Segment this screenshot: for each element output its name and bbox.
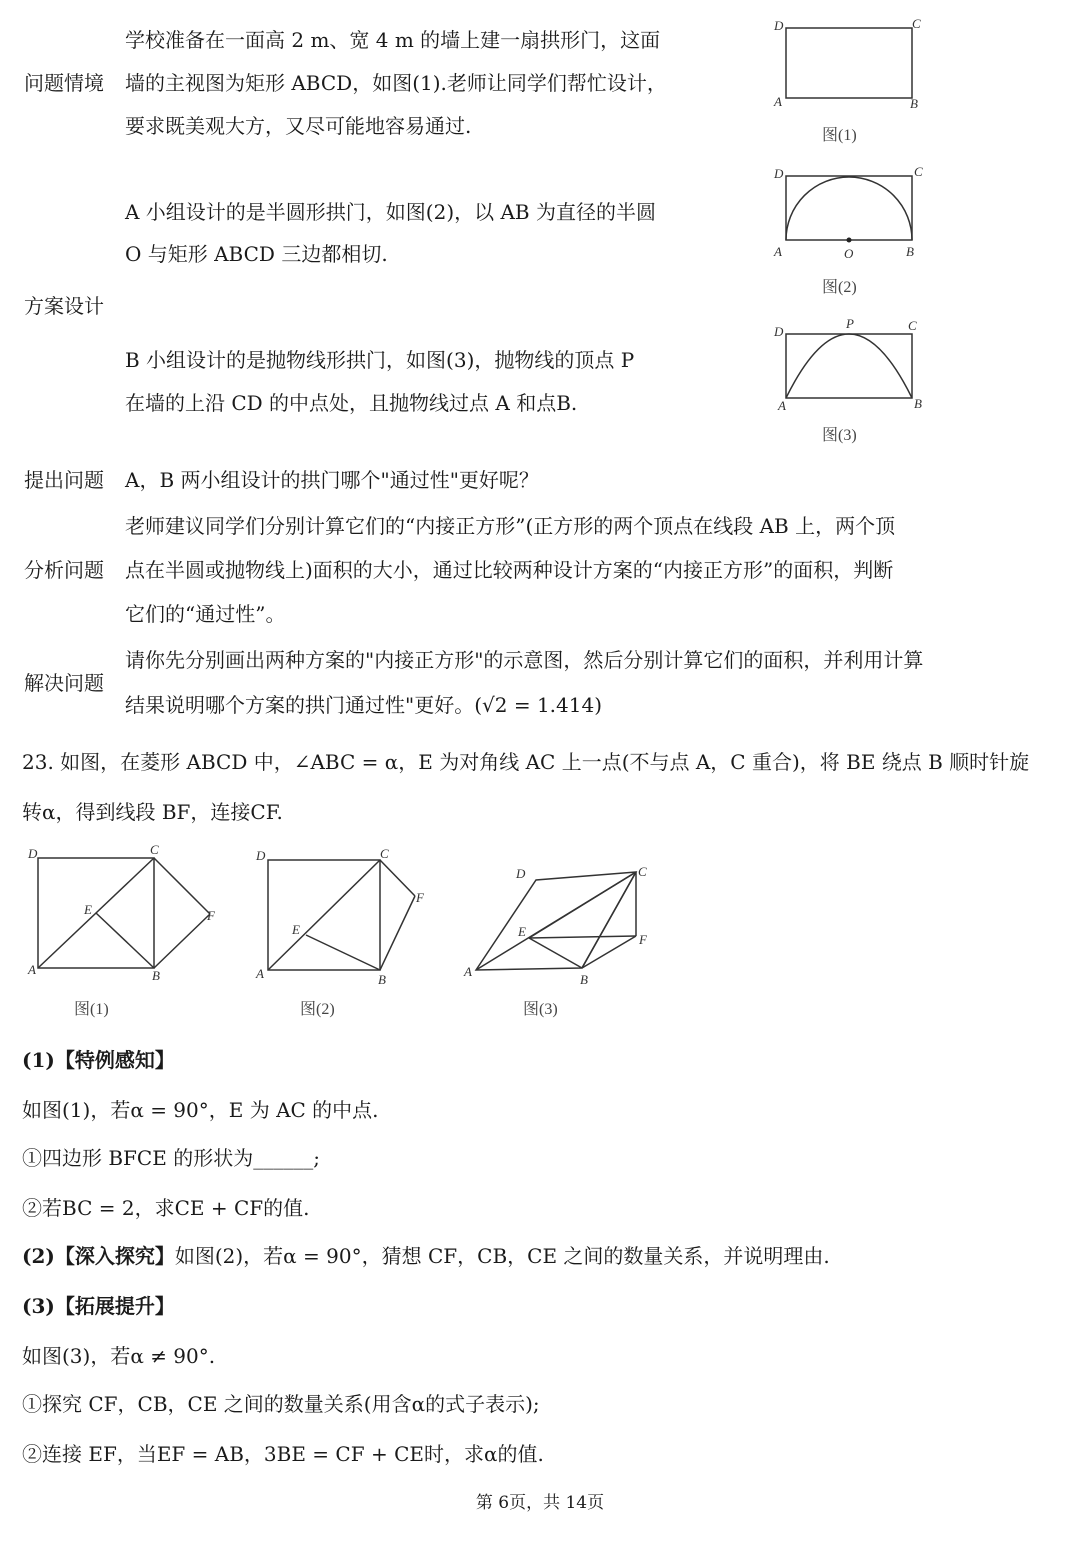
rhombus-figure-1 [24, 840, 224, 990]
label-a: A [28, 962, 36, 977]
design-b-line-1: B 小组设计的是抛物线形拱门，如图(3)，抛物线的顶点 P [125, 348, 635, 372]
wall-rectangle [786, 28, 912, 98]
analysis-line-2: 点在半圆或抛物线上)面积的大小，通过比较两种设计方案的“内接正方形”的面积，判断 [125, 558, 894, 582]
label-d: D [516, 866, 526, 881]
part-3-question-2: ②连接 EF，当EF = AB，3BE = CF + CE时，求α的值. [22, 1442, 544, 1466]
segment-bc [582, 872, 636, 968]
part-1-question-1: ①四边形 BFCE 的形状为______; [22, 1146, 320, 1170]
label-c: C [380, 846, 389, 861]
part-2 [22, 1240, 830, 1269]
label-f: F [207, 908, 215, 923]
label-b: B [378, 972, 386, 987]
diagonal-ac [268, 860, 380, 970]
label-b: B [906, 244, 914, 259]
label-c: C [912, 16, 921, 31]
label-a: A [464, 964, 472, 979]
arch-figure-3-caption: 图(3) [822, 427, 857, 444]
segment-be [529, 938, 582, 968]
scenario-label: 问题情境 [24, 71, 104, 95]
part-1-condition: 如图(1)，若α = 90°，E 为 AC 的中点. [22, 1098, 379, 1122]
analysis-line-1: 老师建议同学们分别计算它们的“内接正方形”(正方形的两个顶点在线段 AB 上，两个顶 [125, 514, 896, 538]
part-2-title: (2)【深入探究】 [22, 1244, 175, 1268]
wall-rectangle [786, 176, 912, 240]
design-a-line-1: A 小组设计的是半圆形拱门，如图(2)，以 AB 为直径的半圆 [125, 200, 656, 224]
label-c: C [638, 864, 647, 879]
label-b: B [914, 396, 922, 411]
parabola-arch [786, 334, 912, 398]
question-label: 提出问题 [24, 468, 104, 492]
label-e: E [84, 902, 92, 917]
part-1-title: (1)【特例感知】 [22, 1048, 175, 1072]
scenario-line-3: 要求既美观大方，又尽可能地容易通过. [125, 114, 472, 138]
page-footer: 第 6页，共 14页 [475, 1493, 605, 1513]
rhombus-figure-3 [456, 850, 666, 990]
scenario-line-2: 墙的主视图为矩形 ABCD，如图(1).老师让同学们帮忙设计， [125, 71, 667, 95]
solve-label: 解决问题 [24, 671, 104, 695]
center-point-o [847, 238, 852, 243]
segment-cf [380, 860, 415, 896]
rhombus-figure-2 [252, 840, 442, 990]
label-d: D [28, 846, 38, 861]
label-e: E [518, 924, 526, 939]
rhombus-figure-1-caption: 图(1) [74, 1001, 109, 1018]
design-a-line-2: O 与矩形 ABCD 三边都相切. [125, 242, 388, 266]
segment-bf [582, 936, 636, 968]
part-3-title: (3)【拓展提升】 [22, 1294, 175, 1318]
semicircle-arch [786, 177, 912, 240]
label-d: D [774, 324, 784, 339]
label-f: F [639, 932, 647, 947]
rhombus-figure-2-caption: 图(2) [300, 1001, 335, 1018]
label-o: O [844, 246, 854, 261]
label-b: B [152, 968, 160, 983]
part-1-question-2: ②若BC = 2，求CE + CF的值. [22, 1196, 310, 1220]
segment-ef [529, 936, 636, 938]
segment-bf [154, 914, 210, 968]
problem-23-stem-line-1: 23. 如图，在菱形 ABCD 中，∠ABC = α，E 为对角线 AC 上一点(不与点 A，C 重合)，将 BE 绕点 B 顺时针旋 [22, 750, 1030, 774]
label-a: A [778, 398, 786, 413]
design-label: 方案设计 [24, 294, 104, 318]
question-text: A，B 两小组设计的拱门哪个"通过性"更好呢？ [125, 468, 539, 492]
segment-cf [154, 858, 210, 914]
arch-figure-2-caption: 图(2) [822, 279, 857, 296]
analysis-line-3: 它们的“通过性”。 [125, 602, 286, 626]
segment-bf [380, 896, 415, 970]
part-2-text: 如图(2)，若α = 90°，猜想 CF，CB，CE 之间的数量关系，并说明理由. [174, 1244, 830, 1268]
label-d: D [774, 18, 784, 33]
segment-ce [529, 872, 636, 938]
solve-line-1: 请你先分别画出两种方案的"内接正方形"的示意图，然后分别计算它们的面积，并利用计算 [125, 648, 924, 672]
part-3-condition: 如图(3)，若α ≠ 90°. [22, 1344, 216, 1368]
segment-be [306, 935, 380, 970]
label-a: A [774, 244, 782, 259]
label-f: F [416, 890, 424, 905]
label-c: C [914, 164, 923, 179]
label-b: B [580, 972, 588, 987]
arch-figure-2 [766, 160, 936, 270]
design-b-line-2: 在墙的上沿 CD 的中点处，且抛物线过点 A 和点B. [125, 391, 578, 415]
label-p: P [846, 316, 854, 331]
arch-figure-3 [766, 312, 936, 422]
label-c: C [150, 842, 159, 857]
label-e: E [292, 922, 300, 937]
problem-23-stem-line-2: 转α，得到线段 BF，连接CF. [22, 800, 283, 824]
analysis-label: 分析问题 [24, 558, 104, 582]
label-d: D [256, 848, 266, 863]
solve-line-2: 结果说明哪个方案的拱门通过性"更好。(√2 = 1.414) [125, 693, 603, 717]
arch-figure-1-caption: 图(1) [822, 127, 857, 144]
segment-be [96, 913, 154, 968]
rhombus-figure-3-caption: 图(3) [523, 1001, 558, 1018]
label-b: B [910, 96, 918, 111]
label-c: C [908, 318, 917, 333]
scenario-line-1: 学校准备在一面高 2 m、宽 4 m 的墙上建一扇拱形门，这面 [125, 28, 661, 52]
part-3-question-1: ①探究 CF，CB，CE 之间的数量关系(用含α的式子表示); [22, 1392, 540, 1416]
label-d: D [774, 166, 784, 181]
label-a: A [774, 94, 782, 109]
label-a: A [256, 966, 264, 981]
